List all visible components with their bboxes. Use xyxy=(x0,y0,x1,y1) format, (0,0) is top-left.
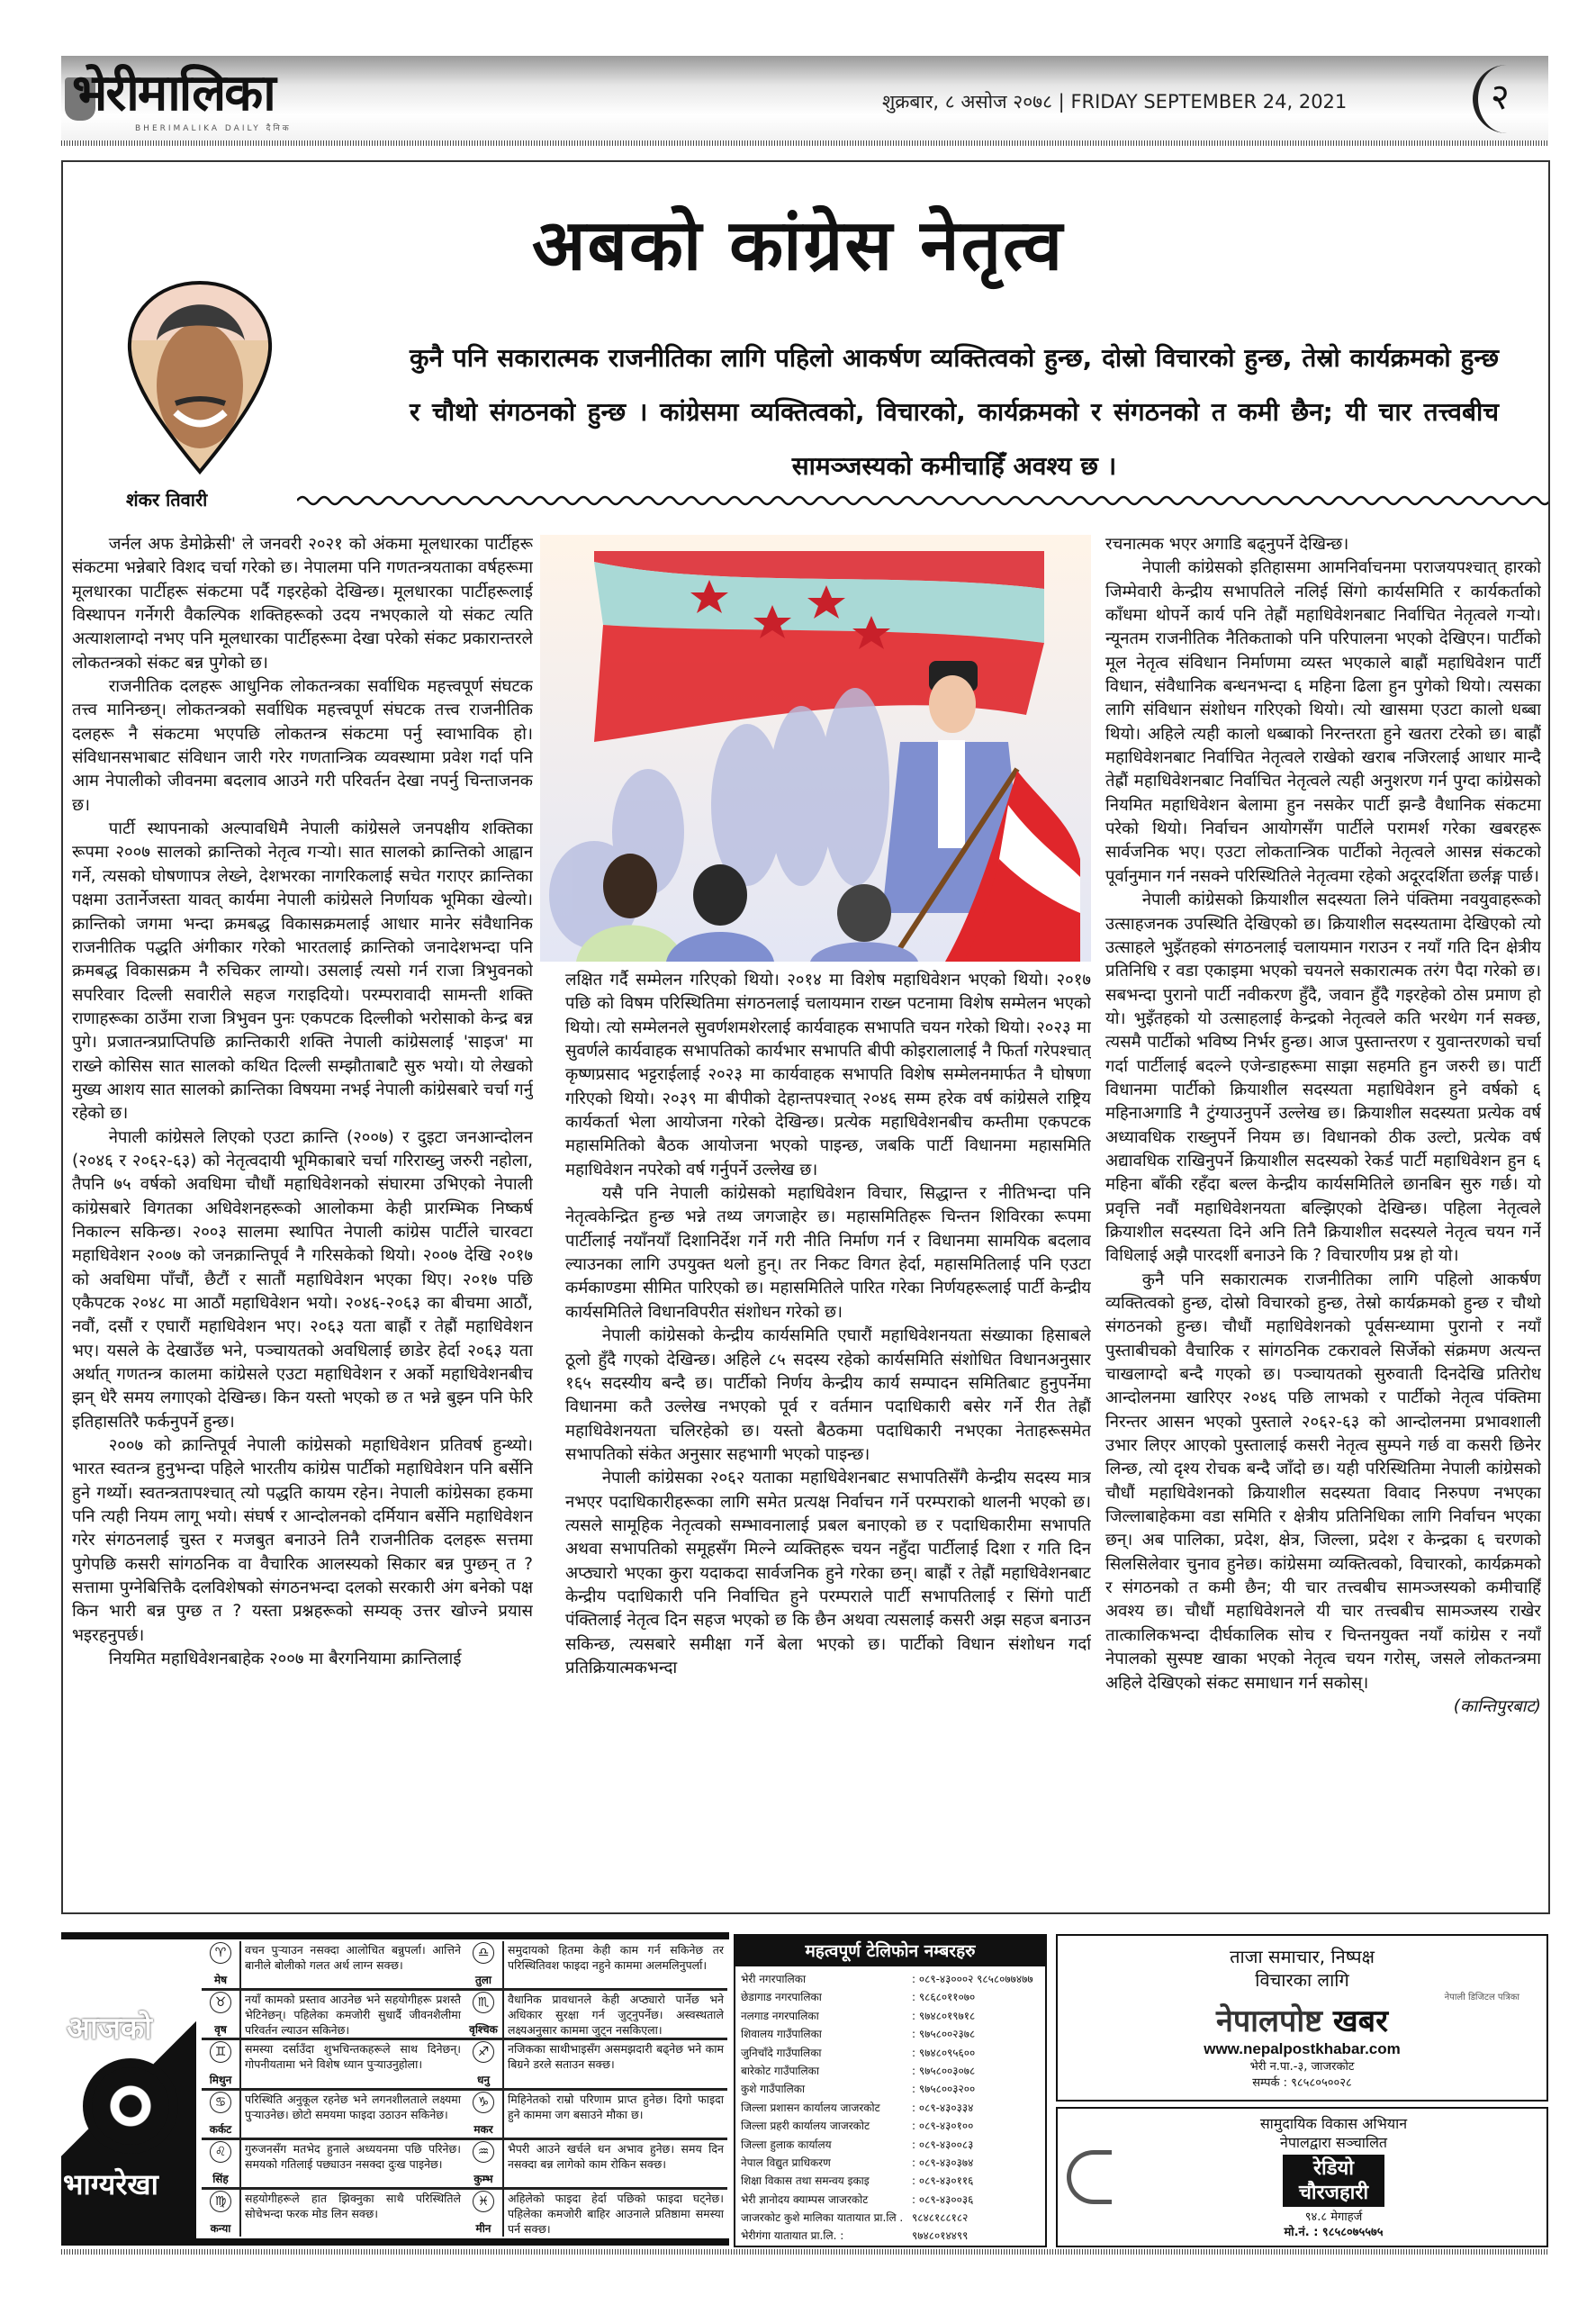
horoscope-row xyxy=(464,2091,727,2140)
author-photo xyxy=(126,277,275,475)
phone-entry xyxy=(735,2044,1045,2062)
horoscope-left-column xyxy=(202,1941,464,2237)
ad-nepalpost-khabar xyxy=(1056,1934,1548,2102)
wavy-divider xyxy=(297,493,1548,508)
ad-brand xyxy=(1058,2003,1546,2039)
page-number: २ xyxy=(1473,65,1527,133)
phone-office: नेपाल विद्युत प्राधिकरण xyxy=(741,2156,831,2169)
phone-entry xyxy=(735,2007,1045,2025)
phone-number: : ०८९-४३०३७४ xyxy=(912,2156,974,2169)
horoscope-row xyxy=(464,2190,727,2237)
zodiac-name: मकर xyxy=(473,2122,493,2136)
horoscope-section xyxy=(61,1932,729,2246)
article-deck: कुनै पनि सकारात्मक राजनीतिका लागि पहिलो आकर्षण व्यक्तित्वको हुन्छ, दोस्रो विचारको हुन्छ, तेस्रो कार्यक्रमको हुन्छ र चौथो संगठनको हुन्छ । कांग्रेसमा व्यक्तित्वको, विचारको, कार्यक्रमको र संगठनको त कमी छैन; यी चार तत्त्वबीच सामञ्जस्यको कमीचाहिँ अवश्य छ । xyxy=(410,343,1499,481)
phone-entry xyxy=(735,2136,1045,2154)
phone-office: छेडागाड नगरपालिका xyxy=(741,1991,822,2004)
zodiac-glyph-icon: ♌ xyxy=(210,2141,231,2163)
horoscope-text: वैधानिक प्रावधानले केही अप्ठ्यारो पार्नेछ भने अधिकार सुरक्षा गर्न जुट्नुपर्नेछ। अस्वस्थताले लक्ष्यअनुसार काममा जुट्न नसकिएला। xyxy=(508,1993,724,2038)
zodiac-glyph-icon: ♉ xyxy=(210,1992,231,2013)
article-paragraph: नियमित महाधिवेशनबाहेक २००७ मा बैरगनियामा क्रान्तिलाई xyxy=(108,1650,462,1669)
phone-entry xyxy=(735,1988,1045,2006)
ad-radio-chaurjahari xyxy=(1056,2107,1548,2247)
horoscope-title-top: आजको xyxy=(67,2011,152,2047)
phone-number: ९८४८१८८१८२ xyxy=(912,2211,969,2225)
phone-number: : ०८९-४३००३६ xyxy=(912,2192,974,2206)
phone-entry xyxy=(735,2227,1045,2245)
phone-entry xyxy=(735,2209,1045,2227)
brand-part: खबर xyxy=(1332,2002,1388,2039)
ad-line: विचारका लागि xyxy=(1255,1968,1349,1991)
zodiac-sign xyxy=(464,2040,504,2087)
phone-number: : ९७५८००३२०० xyxy=(912,2083,976,2096)
article-paragraph: २००७ को क्रान्तिपूर्व नेपाली कांग्रेसको महाधिवेशन प्रतिवर्ष हुन्थ्यो। भारत स्वतन्त्र हुनुभन्दा पहिले भारतीय कांग्रेस पार्टीको महाधिवेशन पनि बर्सेनि हुने गर्थ्यो। स्वतन्त्रतापश्चात् त्यो पद्धति कायम रहेन। नेपाली कांग्रेसका हकमा पनि त्यही नियम लागू भयो। संघर्ष र आन्दोलनको दर्मियान बर्सेनि महाधिवेशन गरेर संगठनलाई चुस्त र मजबुत बनाउने तिनै राजनीतिक दलहरू सत्तमा पुगेपछि कसरी सांगठनिक वा वैचारिक आलस्यको सिकार बन्न पुग्छन् त ? सत्तामा पुग्नेबित्तिकै दलविशेषको संगठनभन्दा दलको सरकारी अंग बनेको पक्ष किन भारी बन्न पुग्छ त ? यस्ता प्रश्नहरूको सम्यक् उत्तर खोज्ने प्रयास भइरहनुपर्छ। xyxy=(72,1436,533,1645)
radio-name-box xyxy=(1283,2155,1384,2207)
phone-entry xyxy=(735,2080,1045,2098)
horoscope-row xyxy=(464,2140,727,2190)
zodiac-sign xyxy=(202,2091,241,2138)
phone-directory-title: महत्वपूर्ण टेलिफोन नम्बरहरु xyxy=(735,1936,1045,1966)
radio-logo-icon xyxy=(1067,2150,1112,2204)
ad-line: ताजा समाचार, निष्पक्ष xyxy=(1230,1945,1375,1967)
zodiac-name: वृष xyxy=(214,2023,227,2037)
article-paragraph: नेपाली कांग्रेसको इतिहासमा आमनिर्वाचनमा पराजयपश्चात् हारको जिम्मेवारी केन्द्रीय सभापतिले नलिई सिंगो कार्यसमिति र कार्यकर्ताको काँधमा थोपर्ने कार्य पनि तेह्रौं महाधिवेशनबाट निर्वाचित नेतृत्वले गर्‍यो। न्यूनतम राजनीतिक नैतिकताको पनि परिपालना भएको देखिएन। पार्टीको मूल नेतृत्व संविधान निर्माणमा व्यस्त भएकाले बाह्रौं महाधिवेशन पार्टी विधान, संवैधानिक बन्धनभन्दा ६ महिना ढिला हुन पुगेको थियो। त्यसका लागि संविधान संशोधन गरिएको थियो। त्यो खासमा एउटा कालो धब्बा थियो। अहिले त्यही कालो धब्बाको निरन्तरता हुने खतरा टरेको छ। बाह्रौं महाधिवेशनबाट निर्वाचित नेतृत्वले राखेको खराब नजिरलाई आधार मान्दै तेह्रौं महाधिवेशनबाट निर्वाचित नेतृत्वले त्यही अनुशरण गर्न पुग्दा कांग्रेसको नियमित महाधिवेशन बेलामा हुन नसकेर पार्टी झन्डै वैधानिक संकटमा परेको थियो। निर्वाचन आयोगसँग पार्टीले परामर्श गरेका खबरहरू सार्वजनिक भए। एउटा लोकतान्त्रिक पार्टीको नेतृत्वले आसन्न संकटको पूर्वानुमान गर्न नसक्ने परिस्थितिले नेतृत्वमा रहेको अदूरदर्शिता छर्लङ्ग पार्छ। xyxy=(1105,558,1541,886)
zodiac-sign xyxy=(202,2040,241,2087)
phone-office: कुशे गाउँपालिका xyxy=(741,2083,806,2096)
horoscope-row xyxy=(202,2091,464,2140)
phone-number: : ९८६८०११०७० xyxy=(912,1991,976,2004)
date-english: FRIDAY SEPTEMBER 24, 2021 xyxy=(1070,91,1348,113)
phone-number: : ०८९-४३००८३ xyxy=(912,2138,974,2151)
horoscope-text: समस्या दर्साउँदा शुभचिन्तकहरूले साथ दिनेछन्। गोपनीयतामा भने विशेष ध्यान पुर्‍याउनुहोला। xyxy=(245,2042,461,2072)
zodiac-glyph-icon: ♍ xyxy=(210,2191,231,2212)
zodiac-sign xyxy=(202,1941,241,1988)
zodiac-sign xyxy=(202,1991,241,2038)
zodiac-name: सिंह xyxy=(212,2172,229,2185)
article-paragraph: कुनै पनि सकारात्मक राजनीतिका लागि पहिलो आकर्षण व्यक्तित्वको हुन्छ, दोस्रो विचारको हुन्छ, तेस्रो कार्यक्रमको हुन्छ र चौथो संगठनको हुन्छ। चौधौं महाधिवेशनको पूर्वसन्ध्यामा पुरानो र नयाँ पुस्ताबीचको वैचारिक र सांगठनिक टकरावले सिर्जेको संक्रमण अत्यन्त चाखलाग्दो बन्दै गएको छ। पञ्चायतको सुरुवाती दिनदेखि प्रतिरोध आन्दोलनमा खारिएर २०४६ पछि लाभको र पार्टीको नेतृत्व पंक्तिमा निरन्तर आसन भएको पुस्ताले २०६२-६३ को आन्दोलनमा प्रभावशाली उभार लिएर आएको पुस्तालाई कसरी नेतृत्व सुम्पने गर्छ वा कसरी छिनेर लिन्छ, त्यो दृश्य रोचक बन्दै जाँदो छ। यही परिस्थितिमा नेपाली कांग्रेसको चौधौं महाधिवेशनको क्रियाशील सदस्यता विवाद निरुपण नभएका जिल्लाबाहेकमा वडा समिति र क्षेत्रीय प्रतिनिधिका लागि निर्वाचन भएका छन्। अब पालिका, प्रदेश, क्षेत्र, जिल्ला, प्रदेश र केन्द्रका ६ चरणको सिलसिलेवार चुनाव हुनेछ। कांग्रेसमा व्यक्तित्वको, विचारको, कार्यक्रमको र संगठनको त कमी छैन; यी चार तत्त्वबीच सामञ्जस्यको कमीचाहिँ अवश्य छ। चौधौं महाधिवेशनले यी चार तत्त्वबीच सामञ्जस्य राखेर तात्कालिकभन्दा दीर्घकालिक सोच र चिन्तनयुक्त नयाँ कांग्रेस र नयाँ नेपालको सुस्पष्ट खाका भएको नेतृत्व चयन गरोस्, जसले लोकतन्त्रमा अहिले देखिएको संकट समाधान गर्न सकोस्। xyxy=(1105,1270,1541,1693)
phone-office: जाजरकोट कुशे मालिका यातायात प्रा.लि . xyxy=(741,2211,904,2225)
zodiac-glyph-icon: ♏ xyxy=(473,1992,494,2013)
article-illustration xyxy=(540,535,1091,962)
logo-subtitle: BHERIMALIKA DAILY दैनिक xyxy=(135,124,292,133)
zodiac-sign xyxy=(464,2140,504,2187)
zodiac-sign xyxy=(202,2140,241,2187)
zodiac-glyph-icon: ♋ xyxy=(210,2092,231,2113)
phone-entry xyxy=(735,1970,1045,1988)
phone-office: भेरी ज्ञानोदय क्याम्पस जाजरकोट xyxy=(741,2192,869,2206)
horoscope-right-column xyxy=(464,1941,727,2237)
zodiac-name: मिथुन xyxy=(209,2073,232,2086)
horoscope-text: समुदायको हितमा केही काम गर्न सकिनेछ तर परिस्थितिवश फाइदा नहुने काममा अलमलिनुपर्ला। xyxy=(508,1943,724,1972)
phone-list xyxy=(735,1966,1045,2246)
phone-office: जिल्ला प्रहरी कार्यालय जाजरकोट xyxy=(741,2120,870,2133)
zodiac-glyph-icon: ♓ xyxy=(473,2191,494,2212)
article-paragraph: नेपाली कांग्रेसको क्रियाशील सदस्यता लिने पंक्तिमा नवयुवाहरूको उत्साहजनक उपस्थिति देखिएको छ। क्रियाशील सदस्यतामा देखिएको त्यो उत्साहले भुइँतहको संगठनलाई चलायमान गराउन र नयाँ गति दिन क्षेत्रीय प्रतिनिधि र वडा एकाइमा भएको चयनले सकारात्मक तरंग पैदा गरेको छ। सबभन्दा पुरानो पार्टी नवीकरण हुँदै, जवान हुँदै गइरहेको ठोस प्रमाण हो यो। भुइँतहको यो उत्साहलाई केन्द्रको नेतृत्वले कति भरथेग गर्न सक्छ, त्यसमै पार्टीको भविष्य निर्भर हुन्छ। आज पुस्तान्तरण र युवान्तरणको चर्चा गर्दा पार्टीलाई बदल्ने एजेन्डाहरूमा साझा सहमति हुन जरुरी छ। पार्टी विधानमा पार्टीको क्रियाशील सदस्यता महाधिवेशन हुने वर्षको ६ महिनाअगाडि नै टुंग्याउनुपर्ने उल्लेख छ। क्रियाशील सदस्यता प्रत्येक वर्ष अध्यावधिक राख्नुपर्ने नियम छ। विधानको ठीक उल्टो, प्रत्येक वर्ष अद्यावधिक राखिनुपर्ने क्रियाशील सदस्यको रेकर्ड पार्टी महाधिवेशन हुन ६ महिना बाँकी रहँदा बल्ल केन्द्रीय कार्यसमितिले छानबिन सुरु गर्छ। यो प्रवृत्ति नवौं महाधिवेशनयता बल्झिएको देखिन्छ। पहिला नेतृत्वले क्रियाशील सदस्यता दिने अनि तिनै क्रियाशील सदस्यले नेतृत्व चयन गर्ने विधिलाई अझै पारदर्शी बनाउने कि ? विचारणीय प्रश्न हो यो। xyxy=(1105,890,1541,1266)
horoscope-row xyxy=(464,2040,727,2090)
article-source: (कान्तिपुरबाट) xyxy=(1453,1696,1541,1716)
zodiac-glyph-icon: ♒ xyxy=(473,2141,494,2163)
phone-entry xyxy=(735,2117,1045,2135)
zodiac-sign xyxy=(464,2091,504,2138)
phone-office: भेरी नगरपालिका xyxy=(741,1973,807,1985)
phone-entry xyxy=(735,2025,1045,2043)
article-paragraph: जर्नल अफ डेमोक्रेसी' ले जनवरी २०२१ को अंकमा मूलधारका पार्टीहरू संकटमा भन्नेबारे विशद चर्चा गरेको छ। नेपालमा पनि गणतन्त्रयताका वर्षहरूमा मूलधारका पार्टीहरू संकटमा पर्दै गइरहेको देखिन्छ। मूलधारका पार्टीहरूलाई विस्थापन गर्नेगरी वैकल्पिक शक्तिहरूको उदय नभएकाले यो संकट त्यति अत्याशलाग्दो नभए पनि मूलधारका पार्टीहरूमा देखा परेको संकट प्रकारान्तरले लोकतन्त्रको संकट बन्न पुगेको छ। xyxy=(72,535,533,673)
radio-ad-body xyxy=(1130,2114,1537,2240)
horoscope-title-bottom: भाग्यरेखा xyxy=(63,2167,158,2201)
zodiac-sign xyxy=(202,2190,241,2237)
phone-office: जिल्ला हुलाक कार्यालय xyxy=(741,2138,832,2151)
zodiac-name: मीन xyxy=(475,2222,491,2236)
zodiac-sign xyxy=(464,1941,504,1988)
phone-entry xyxy=(735,2172,1045,2190)
radio-name: रेडियो xyxy=(1313,2157,1354,2180)
article-paragraph: नेपाली कांग्रेसका २०६२ यताका महाधिवेशनबाट सभापतिसँगै केन्द्रीय सदस्य मात्र नभएर पदाधिकारीहरूका लागि समेत प्रत्यक्ष निर्वाचन गर्ने परम्पराको थालनी भएको छ। त्यसले सामूहिक नेतृत्वको सम्भावनालाई प्रबल बनाएको छ र पदाधिकारीमा सभापति अथवा सभापतिको समूहसँग मिल्ने व्यक्तिहरू चयन नहुँदा पार्टीलाई दिशा र गति दिन अप्ठ्यारो भएका कुरा यदाकदा सार्वजनिक हुने गरेका छन्। बाह्रौं र तेह्रौं महाधिवेशनबाट केन्द्रीय पदाधिकारी पनि निर्वाचित हुने परम्पराले पार्टी सभापतिलाई र सिंगो पार्टी पंक्तिलाई नेतृत्व दिन सहज भएको छ कि छैन अथवा त्यसलाई कसरी अझ सहज बनाउन सकिन्छ, त्यसबारे समीक्षा गर्ने बेला भएको छ। पार्टीको विधान संशोधन गर्दा प्रतिक्रियात्मकभन्दा xyxy=(565,1469,1091,1677)
divider xyxy=(61,140,1548,146)
zodiac-name: कर्कट xyxy=(209,2122,232,2136)
headline: अबको कांग्रेस नेतृत्व xyxy=(531,205,1065,286)
ad-url[interactable]: www.nepalpostkhabar.com xyxy=(1204,2039,1401,2057)
phone-office: जिल्ला प्रशासन कार्यालय जाजरकोट xyxy=(741,2101,880,2114)
article-source-line xyxy=(1105,1695,1541,1719)
newspaper-logo: भेरीमालिका xyxy=(72,63,275,122)
article-paragraph: नेपाली कांग्रेसले लिएको एउटा क्रान्ति (२००७) र दुइटा जनआन्दोलन (२०४६ र २०६२-६३) को नेतृत्वदायी भूमिकाबारे चर्चा गरिराख्नु जरुरी नहोला, तैपनि ७५ वर्षको अवधिमा चौधौं महाधिवेशनको संघारमा उभिएको नेपाली कांग्रेसबारे विगतका अधिवेशनहरूको आलोकमा केही प्रारम्भिक निष्कर्ष निकाल्न सकिन्छ। २००३ सालमा स्थापित नेपाली कांग्रेस पार्टीले चारवटा महाधिवेशन २००७ को जनक्रान्तिपूर्व नै गरिसकेको थियो। २००७ देखि २०१७ को अवधिमा पाँचौं, छैटौं र सातौं महाधिवेशन भएका थिए। २०१७ पछि एकैपटक २०४८ मा आठौं महाधिवेशन भयो। २०४६-२०६३ का बीचमा आठौं, नवौं, दसौं र एघारौं महाधिवेशन भए। २०६३ यता बाह्रौं र तेह्रौं महाधिवेशन भए। यसले के देखाउँछ भने, पञ्चायतको अवधिलाई छाडेर हेर्दा २०६३ यता अर्थात् गणतन्त्र कालमा कांग्रेसले एउटा महाधिवेशन र अर्को महाधिवेशनबीच झन् धेरै समय लगाएको देखिन्छ। किन यस्तो भएको छ त भन्ने बुझ्न पनि फेरि इतिहासतिरै फर्कनुपर्ने हुन्छ। xyxy=(72,1127,533,1432)
date-nepali: शुक्रबार, ८ असोज २०७८ xyxy=(882,91,1052,113)
radio-mobile: मो.नं. : ९८५८०७५५७५ xyxy=(1284,2226,1384,2239)
article-paragraph: पार्टी स्थापनाको अल्पावधिमै नेपाली कांग्रेसले जनपक्षीय शक्तिका रूपमा २००७ सालको क्रान्तिको नेतृत्व गर्‍यो। सात सालको क्रान्तिको आह्वान गर्ने, त्यसको घोषणापत्र लेख्ने, देशभरका नागरिकलाई सचेत गराएर क्रान्तिका पक्षमा उतार्नेजस्ता यावत् कार्यमा नेपाली कांग्रेसले निर्णायक भूमिका खेल्यो। क्रान्तिको जगमा भन्दा क्रमबद्ध विकासक्रमलाई आधार मानेर संवैधानिक राजनीतिक पद्धति अंगीकार गरेको भारतलाई क्रान्तिको जनादेशभन्दा पनि क्रमबद्ध विकासक्रम नै रुचिकर लाग्यो। उसलाई त्यसो गर्न राजा त्रिभुवनको सपरिवार दिल्ली सवारीले सहज गराइदियो। परम्परावादी सामन्ती शक्ति राणाहरूका ठाउँमा राजा त्रिभुवन पुनः एकपटक दिल्लीको भरोसाको केन्द्र बन्न पुगे। प्रजातन्त्रप्राप्तिपछि क्रान्तिकारी शक्ति नेपाली कांग्रेसलाई 'साइज' मा राख्ने कोसिस सात सालको कथित दिल्ली सम्झौताबाटै सुरु भयो। यो लेखको मुख्य आशय सात सालको क्रान्तिका विषयमा नभई नेपाली कांग्रेसबारे चर्चा गर्नु रहेको छ। xyxy=(72,819,533,1124)
zodiac-sign xyxy=(464,2190,504,2237)
phone-entry xyxy=(735,2154,1045,2172)
article-column-2 xyxy=(565,969,1091,1911)
zodiac-name: तुला xyxy=(474,1974,492,1987)
horoscope-text: परिस्थिति अनुकूल रहनेछ भने लगनशीलताले लक्ष्यमा पुर्‍याउनेछ। छोटो समयमा फाइदा उठाउन सकिनेछ। xyxy=(245,2092,461,2121)
phone-office: बारेकोट गाउँपालिका xyxy=(741,2064,819,2077)
horoscope-row xyxy=(202,2190,464,2237)
zodiac-glyph-icon: ♊ xyxy=(210,2041,231,2063)
phone-entry xyxy=(735,2099,1045,2117)
phone-number: : ९७५८००२३७८ xyxy=(912,2028,976,2041)
horoscope-text: भैपरी आउने खर्चले धन अभाव हुनेछ। समय दिन नसक्दा बन्न लागेको काम रोकिन सक्छ। xyxy=(508,2141,724,2171)
horoscope-row xyxy=(202,2140,464,2190)
radio-frequency: ९४.८ मेगाहर्ज xyxy=(1304,2210,1363,2224)
phone-office: भेरीगंगा यातायात प्रा.लि. : xyxy=(741,2229,844,2243)
horoscope-text: अहिलेको फाइदा हेर्दा पछिको फाइदा घट्नेछ। पहिलेका कमजोरी बाहिर आउनाले प्रतिष्ठामा समस्या पर्न सक्छ। xyxy=(508,2191,724,2236)
phone-number: : ०८९-४३०००२ ९८५८०७७४७७ xyxy=(912,1973,1033,1985)
article-paragraph: नेपाली कांग्रेसको केन्द्रीय कार्यसमिति एघारौं महाधिवेशनयता संख्याका हिसाबले ठूलो हुँदै गएको देखिन्छ। अहिले ८५ सदस्य रहेको कार्यसमिति संशोधित विधानअनुसार १६५ सदस्यीय बन्दै छ। पार्टीको निर्णय केन्द्रीय कार्य सम्पादन समितिबाट हुनुपर्नेमा विधानमा कतै उल्लेख नभएको पूर्व र वर्तमान पदाधिकारी बसेर गर्ने रीत तेह्रौं महाधिवेशनयता चलिरहेको छ। यस्तो बैठकमा पदाधिकारी नभएका नेताहरूसमेत सभापतिको संकेत अनुसार सहभागी भएको पाइन्छ। xyxy=(565,1326,1091,1464)
dateline: शुक्रबार, ८ असोज २०७८ | FRIDAY SEPTEMBER 24, 2021 xyxy=(882,91,1348,113)
ad-tagline: नेपाली डिजिटल पत्रिका xyxy=(1444,1992,1519,2002)
article-paragraph: रचनात्मक भएर अगाडि बढ्नुपर्ने देखिन्छ। xyxy=(1105,535,1349,554)
phone-number: : ०८९-४३०१०० xyxy=(912,2120,974,2133)
article-column-3 xyxy=(1105,533,1541,1911)
phone-directory xyxy=(734,1934,1047,2247)
horoscope-row xyxy=(464,1941,727,1991)
radio-name: चौरजहारी xyxy=(1298,2182,1369,2204)
phone-office: जुनिचाँदे गाउँपालिका xyxy=(741,2046,822,2059)
article-paragraph: राजनीतिक दलहरू आधुनिक लोकतन्त्रका सर्वाधिक महत्त्वपूर्ण संघटक तत्त्व मानिन्छन्। लोकतन्त्रको सर्वाधिक महत्त्वपूर्ण संघटक तत्त्व राजनीतिक दलहरू नै संकटमा भएपछि लोकतन्त्र संकटमा पर्नु स्वाभाविक हो। संविधानसभाबाट संविधान जारी गरेर गणतान्त्रिक व्यवस्थामा प्रवेश गर्दा पनि आम नेपालीको जीवनमा बदलाव आउने गरी परिवर्तन देखा नपर्नु चिन्ताजनक छ। xyxy=(72,677,533,815)
phone-number: : ९७४८०९५६०० xyxy=(912,2046,976,2059)
horoscope-text: सहयोगीहरूले हात झिक्नुका साथै परिस्थितिले सोचेभन्दा फरक मोड लिन सक्छ। xyxy=(245,2191,461,2220)
horoscope-text: मिहिनेतको राम्रो परिणाम प्राप्त हुनेछ। दिगो फाइदा हुने काममा जग बसाउने मौका छ। xyxy=(508,2092,724,2121)
phone-office: शिक्षा विकास तथा समन्वय इकाइ xyxy=(741,2174,870,2188)
article-paragraph: लक्षित गर्दै सम्मेलन गरिएको थियो। २०१४ मा विशेष महाधिवेशन भएको थियो। २०१७ पछि को विषम परिस्थितिमा संगठनलाई चलायमान राख्न पटनामा विशेष सम्मेलन भएको थियो। त्यो सम्मेलनले सुवर्णशमशेरलाई कार्यवाहक सभापति चयन गरेको थियो। २०२३ मा सुवर्णले कार्यवाहक सभापतिको कार्यभार सभापति बीपी कोइरालालाई नै फिर्ता गरेपश्चात् कृष्णप्रसाद भट्टराईलाई २०२३ मा कार्यवाहक सभापति विशेष सम्मेलनमार्फत नै घोषणा गरिएको थियो। २०३९ मा बीपीको देहान्तपश्चात् २०४६ सम्म हरेक वर्ष कांग्रेसले राष्ट्रिय कार्यकर्ता भेला आयोजना गरेको देखिन्छ। प्रत्येक महाधिवेशनबीच कम्तीमा एकपटक महासमितिको बैठक आयोजना भएको पाइन्छ, जबकि पार्टी विधानमा महासमिति महाधिवेशन नपरेको वर्ष गर्नुपर्ने उल्लेख छ। xyxy=(565,971,1091,1180)
phone-number: : ०८९-४३०११६ xyxy=(912,2174,974,2188)
phone-office: शिवालय गाउँपालिका xyxy=(741,2028,822,2041)
zodiac-glyph-icon: ♈ xyxy=(210,1942,231,1964)
horoscope-row xyxy=(464,1991,727,2040)
ad-address: भेरी न.पा.-३, जाजरकोट xyxy=(1249,2059,1355,2074)
phone-number: : ९७५८००३०७८ xyxy=(912,2064,976,2077)
phone-entry xyxy=(735,2191,1045,2209)
ad-contact: सम्पर्क : ९८५८०५००२८ xyxy=(1252,2075,1352,2090)
brand-part: नेपालपोष्ट xyxy=(1216,2002,1323,2039)
horoscope-row xyxy=(202,1991,464,2040)
zodiac-name: कुम्भ xyxy=(473,2172,493,2185)
phone-number: ९७४८०१४४९९ xyxy=(912,2229,969,2243)
horoscope-text: नयाँ कामको प्रस्ताव आउनेछ भने सहयोगीहरू प्रशस्तै भेटिनेछन्। पहिलेका कमजोरी सुधार्दै जीवनशैलीमा परिवर्तन ल्याउन सकिनेछ। xyxy=(245,1993,461,2038)
zodiac-name: धनु xyxy=(476,2073,491,2086)
article-paragraph: यसै पनि नेपाली कांग्रेसको महाधिवेशन विचार, सिद्धान्त र नीतिभन्दा पनि नेतृत्वकेन्द्रित हुन्छ भन्ने तथ्य जगजाहेर छ। महासमितिहरू चिन्तन शिविरका रूपमा पार्टीलाई नयाँनयाँ दिशानिर्देश गर्ने गरी नीति निर्माण गर्न र विधानमा सामयिक बदलाव ल्याउनका लागि उपयुक्त थलो हुन्। तर निकट विगत हेर्दा, महासमितिलाई पनि एउटा कर्मकाण्डमा सीमित पारिएको छ। महासमितिले पारित गरेका निर्णयहरूलाई पार्टी केन्द्रीय कार्यसमितिले विधानविपरीत संशोधन गरेको छ। xyxy=(565,1184,1091,1322)
ad-line: सामुदायिक विकास अभियान xyxy=(1259,2115,1408,2132)
phone-office: नलगाड नगरपालिका xyxy=(741,2009,819,2022)
ad-line: नेपालद्वारा सञ्चालित xyxy=(1279,2134,1388,2151)
author-byline: शंकर तिवारी xyxy=(126,489,208,511)
phone-entry xyxy=(735,2062,1045,2080)
zodiac-name: कन्या xyxy=(210,2222,231,2236)
zodiac-name: वृश्चिक xyxy=(469,2023,498,2037)
zodiac-name: मेष xyxy=(213,1974,228,1987)
article-column-1 xyxy=(72,533,533,1911)
phone-number: : ९७४८०१९७१८ xyxy=(912,2009,976,2022)
zodiac-sign xyxy=(464,1991,504,2038)
horoscope-row xyxy=(202,1941,464,1991)
phone-number: : ०८९-४३०३३४ xyxy=(912,2101,974,2114)
horoscope-row xyxy=(202,2040,464,2090)
horoscope-text: गुरुजनसँग मतभेद हुनाले अध्ययनमा पछि परिनेछ। समयको गतिलाई पछ्याउन नसक्दा दुःख पाइनेछ। xyxy=(245,2141,461,2171)
horoscope-text: वचन पुर्‍याउन नसक्दा आलोचित बन्नुपर्ला। आत्तिने बानीले बोलीको गलत अर्थ लाग्न सक्छ। xyxy=(245,1943,461,1972)
zodiac-glyph-icon: ♎ xyxy=(473,1942,494,1964)
zodiac-wheel-icon xyxy=(83,2058,178,2154)
zodiac-glyph-icon: ♐ xyxy=(473,2041,494,2063)
zodiac-glyph-icon: ♑ xyxy=(473,2092,494,2113)
divider xyxy=(61,2249,1548,2255)
horoscope-text: नजिकका साथीभाइसँग असमझदारी बढ्नेछ भने काम बिग्रने डरले सताउन सक्छ। xyxy=(508,2042,724,2072)
